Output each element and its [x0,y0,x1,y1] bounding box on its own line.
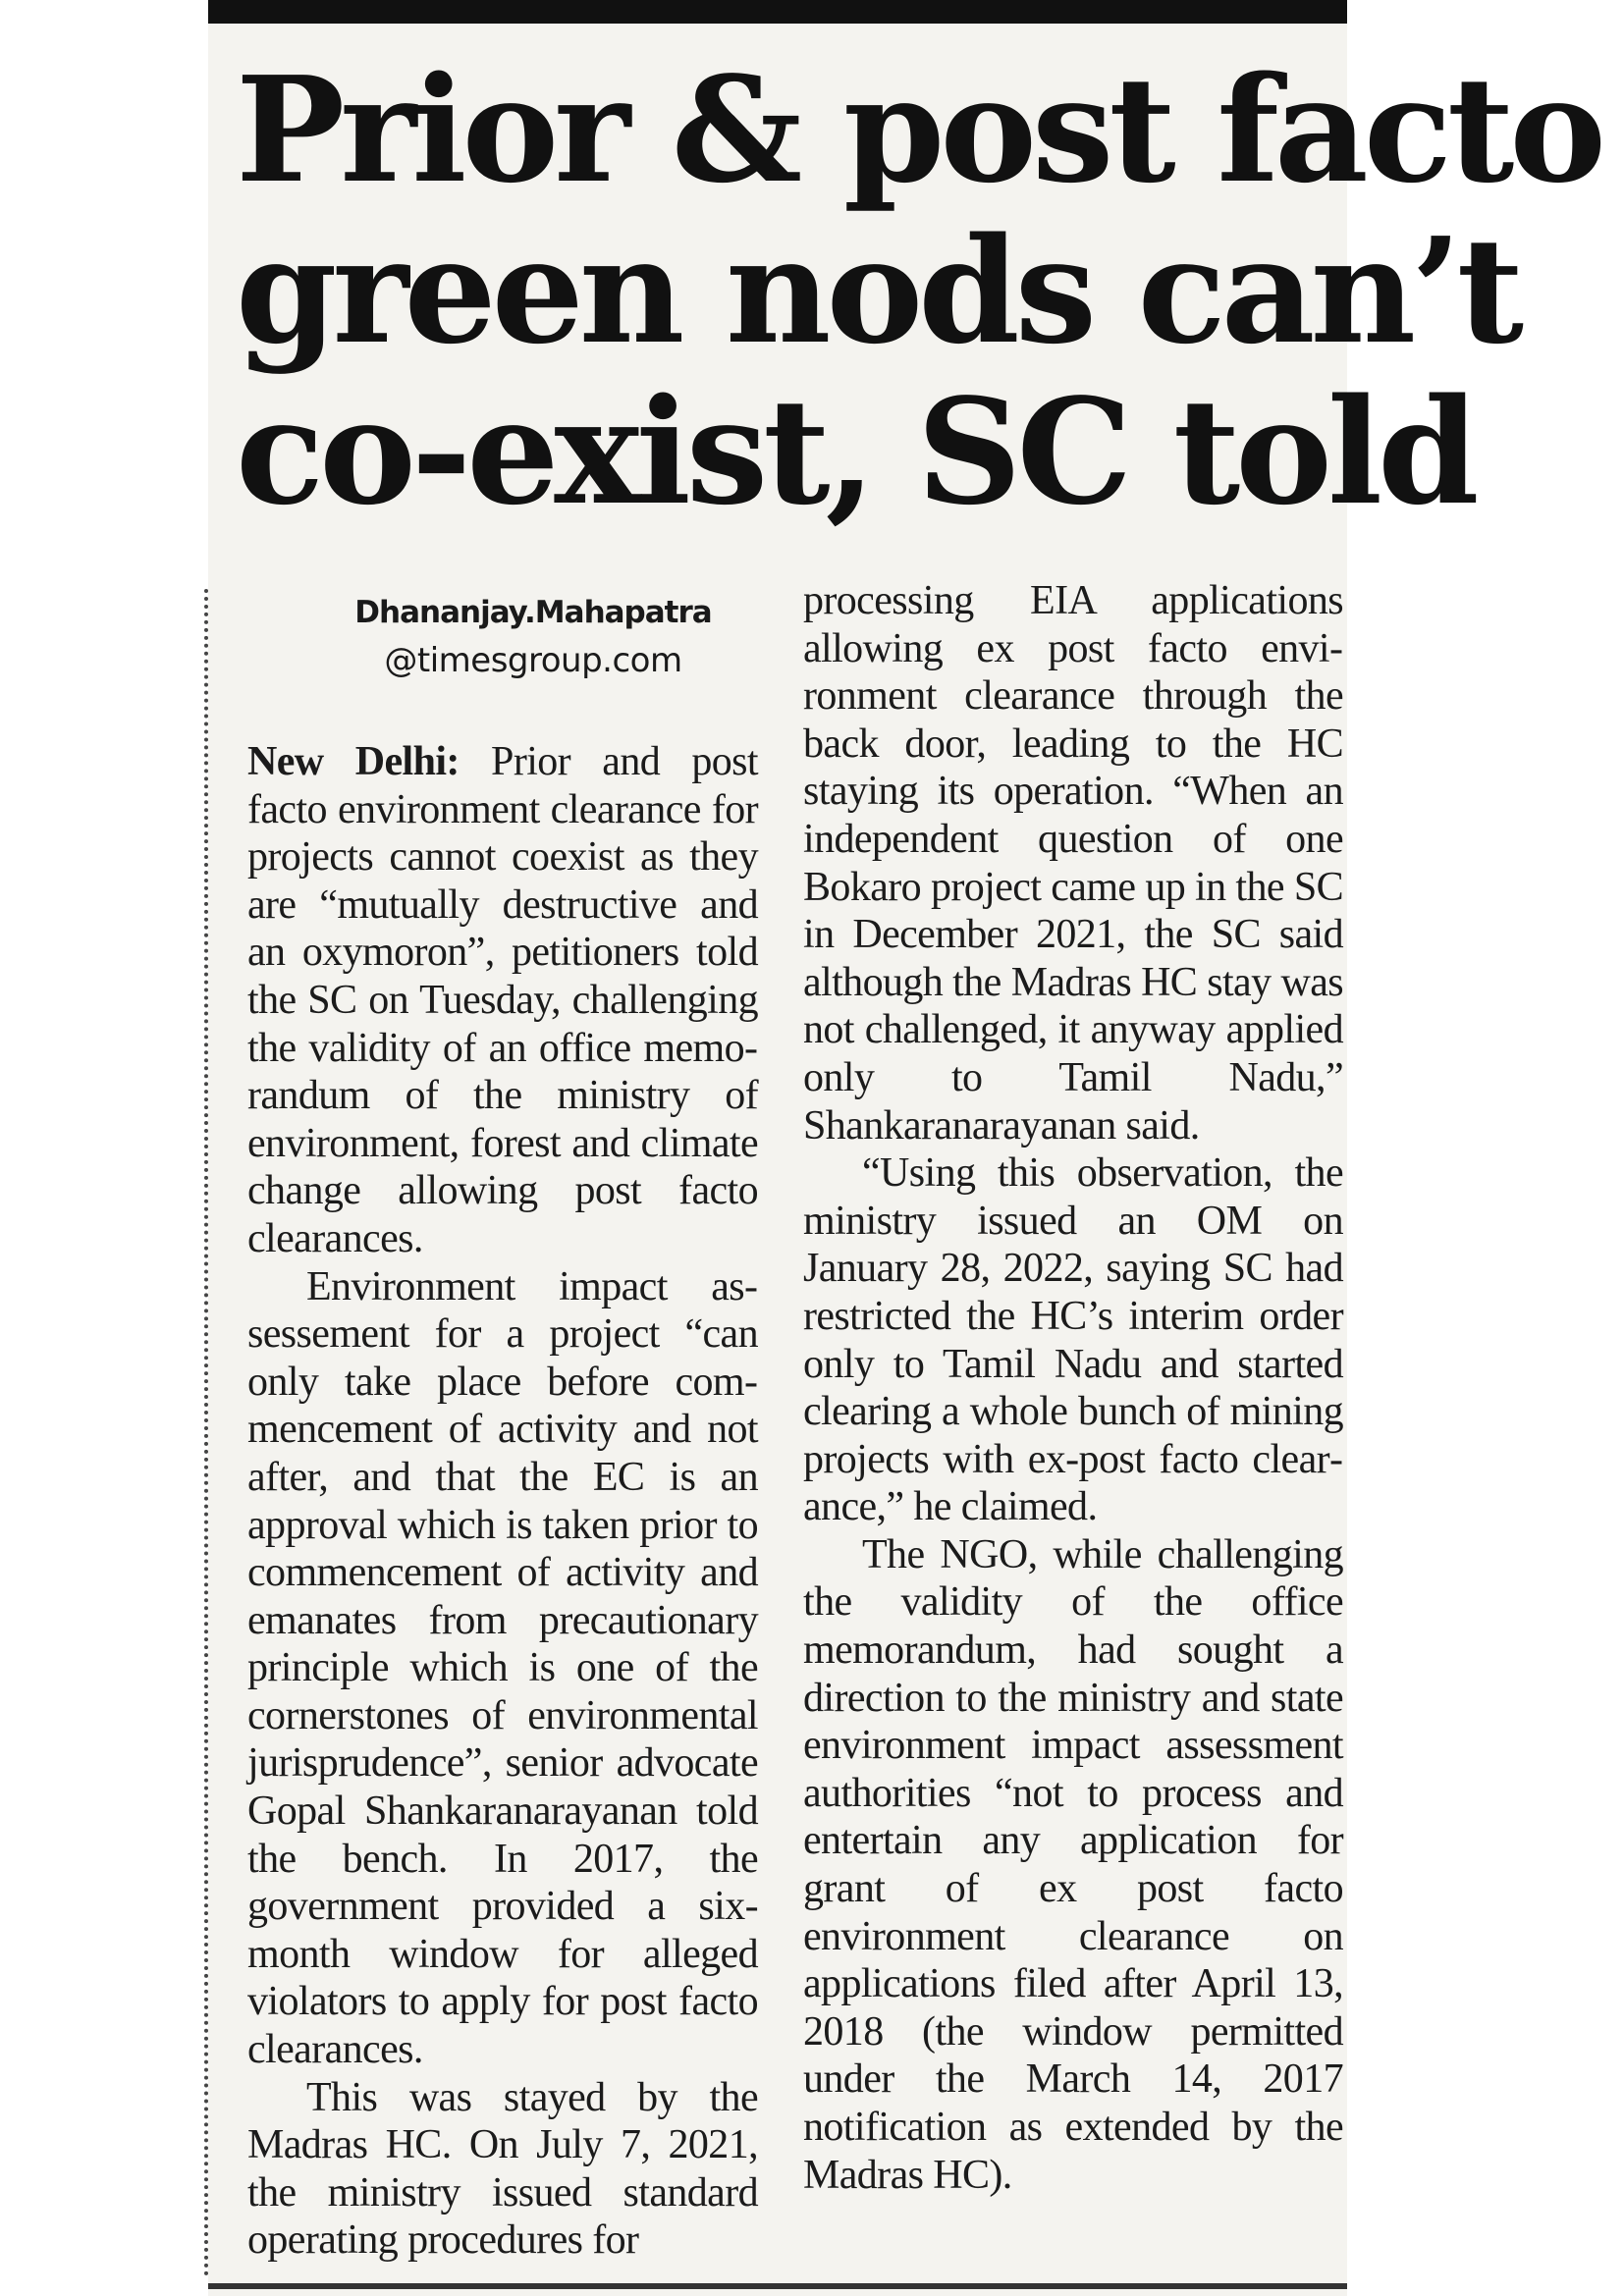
byline-name: Dhananjay.Mahapatra [354,595,712,630]
paragraph: “Using this observation, the ministry issued an OM on January 28, 2022, saying SC had restricted the HC’s interim order only to Tamil Nadu and started clearing a whole bunch of mining projects with ex-post facto clearance,” he claimed. [803,1150,1343,1530]
dotted-cut-line [204,589,208,2277]
dateline: New Delhi: [247,739,460,784]
paragraph-text: Prior and post facto environment clearance for projects cannot coexist as they are “mutually destructive and an oxymoron”, petitioners told the SC on Tuesday, challenging the validity of an office memorandum of the ministry of environment, forest and climate change allowing post facto clearances. [247,739,758,1261]
paragraph [247,738,758,1263]
paragraph: processing EIA applications allowing ex post facto environment clearance through the back door, leading to the HC staying its operation. “When an independent question of one Bokaro project came up in the SC in December 2021, the SC said although the Madras HC stay was not challenged, it anyway applied only to Tamil Nadu,” Shankaranarayanan said. [803,578,1343,1148]
headline-line-3: co-exist, SC told [236,366,1475,537]
article-column-1 [247,738,758,2265]
bottom-rule [208,2283,1347,2289]
top-rule [208,0,1347,24]
byline [253,589,813,685]
paragraph: Environment impact assessement for a project “can only take place before commencement of activity and not after, and that the EC is an approval which is taken prior to commencement of activity and emanates from precautionary principle which is one of the cornerstones of environmental jurisprudence”, senior advocate Gopal Shankaranarayanan told the bench. In 2017, the government provided a six-month window for alleged violators to apply for post facto clearances. [247,1263,758,2073]
paragraph: This was stayed by the Madras HC. On July 7, 2021, the ministry issued standard operating procedures for [247,2074,758,2264]
headline-line-1: Prior & post facto [236,44,1602,215]
byline-email: @timesgroup.com [384,641,682,680]
article-column-2 [803,577,1343,2199]
headline-line-2: green nods can’t [236,205,1520,376]
headline [236,44,1602,537]
paragraph: The NGO, while challenging the validity of the office memorandum, had sought a direction to the ministry and state environment impact assessment authorities “not to process and entertain any application for grant of ex post facto environment clearance on applications filed after April 13, 2018 (the window permitted under the March 14, 2017 notification as extended by the Madras HC). [803,1531,1343,2198]
